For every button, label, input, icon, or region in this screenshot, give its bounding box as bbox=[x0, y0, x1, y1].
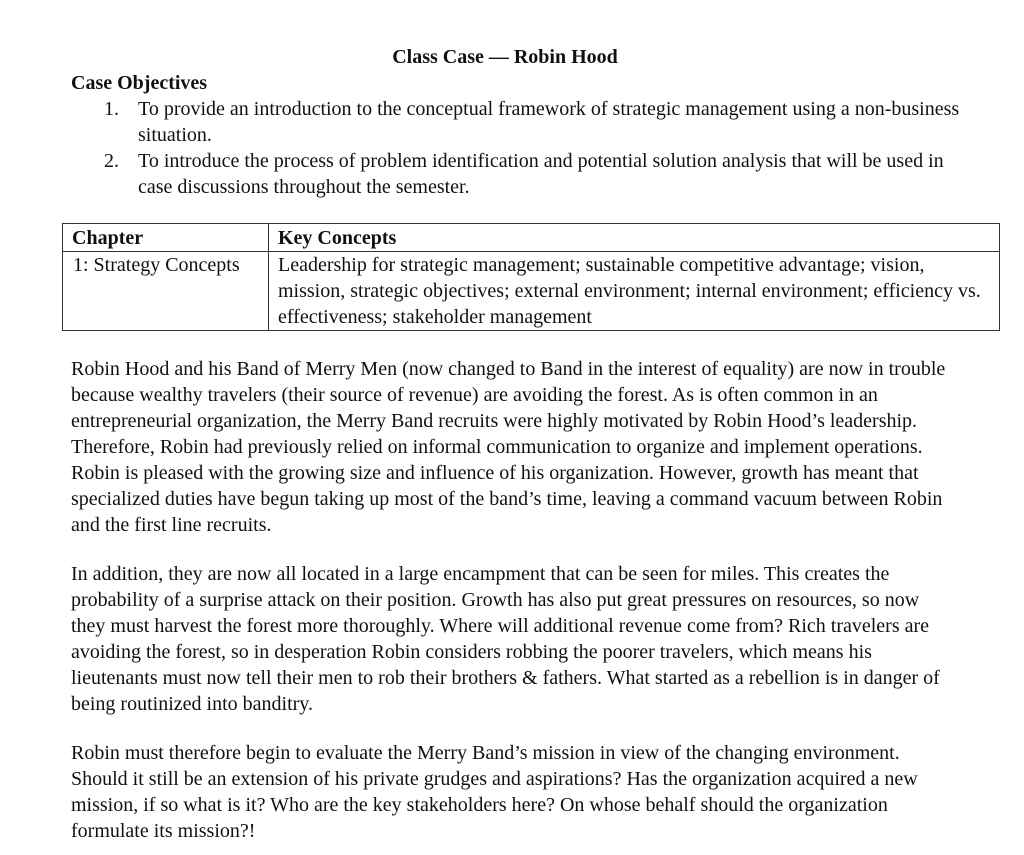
objective-item bbox=[71, 96, 971, 148]
key-concepts-cell: Leadership for strategic management; sustainable competitive advantage; vision, mission, strategic objectives; external environment; internal environment; efficiency vs. effectiveness; stakeholder management bbox=[269, 252, 1000, 331]
objective-text: To provide an introduction to the conceptual framework of strategic management using a non-business situation. bbox=[138, 98, 960, 146]
document-title: Class Case — Robin Hood bbox=[392, 46, 618, 68]
case-objectives-heading: Case Objectives bbox=[71, 72, 208, 94]
table-row bbox=[63, 252, 1000, 331]
key-concepts-table bbox=[62, 223, 1000, 331]
body-paragraph: Robin Hood and his Band of Merry Men (now changed to Band in the interest of equality) are now in trouble because wealthy travelers (their source of revenue) are avoiding the forest. As is often common in an entrepreneurial organization, the Merry Band recruits were highly motivated by Robin Hood’s leadership. Therefore, Robin had previously relied on informal communication to organize and implement operations. Robin is pleased with the growing size and influence of his organization. However, growth has meant that specialized duties have begun taking up most of the band’s time, leaving a command vacuum between Robin and the first line recruits. bbox=[71, 358, 946, 536]
objectives-list bbox=[71, 96, 971, 200]
objective-text: To introduce the process of problem identification and potential solution analysis that will be used in case discussions throughout the semester. bbox=[138, 150, 944, 198]
body-paragraph: In addition, they are now all located in a large encampment that can be seen for miles. This creates the probability of a surprise attack on their position. Growth has also put great pressures on resources, so now they must harvest the forest more thoroughly. Where will additional revenue come from? Rich travelers are avoiding the forest, so in desperation Robin considers robbing the poorer travelers, which means his lieutenants must now tell their men to rob their brothers & fathers. What started as a rebellion is in danger of being routinized into banditry. bbox=[71, 563, 940, 715]
objective-number: 1. bbox=[104, 98, 119, 120]
objective-item bbox=[71, 148, 971, 200]
body-paragraph: Robin must therefore begin to evaluate the Merry Band’s mission in view of the changing environment. Should it still be an extension of his private grudges and aspirations? Has the organization acquired a new mission, if so what is it? Who are the key stakeholders here? On whose behalf should the organization formulate its mission?! bbox=[71, 742, 918, 842]
chapter-cell: 1: Strategy Concepts bbox=[63, 252, 269, 331]
table-header-row bbox=[63, 224, 1000, 252]
chapter-column-header: Chapter bbox=[63, 224, 269, 252]
objective-number: 2. bbox=[104, 150, 119, 172]
key-concepts-column-header: Key Concepts bbox=[269, 224, 1000, 252]
